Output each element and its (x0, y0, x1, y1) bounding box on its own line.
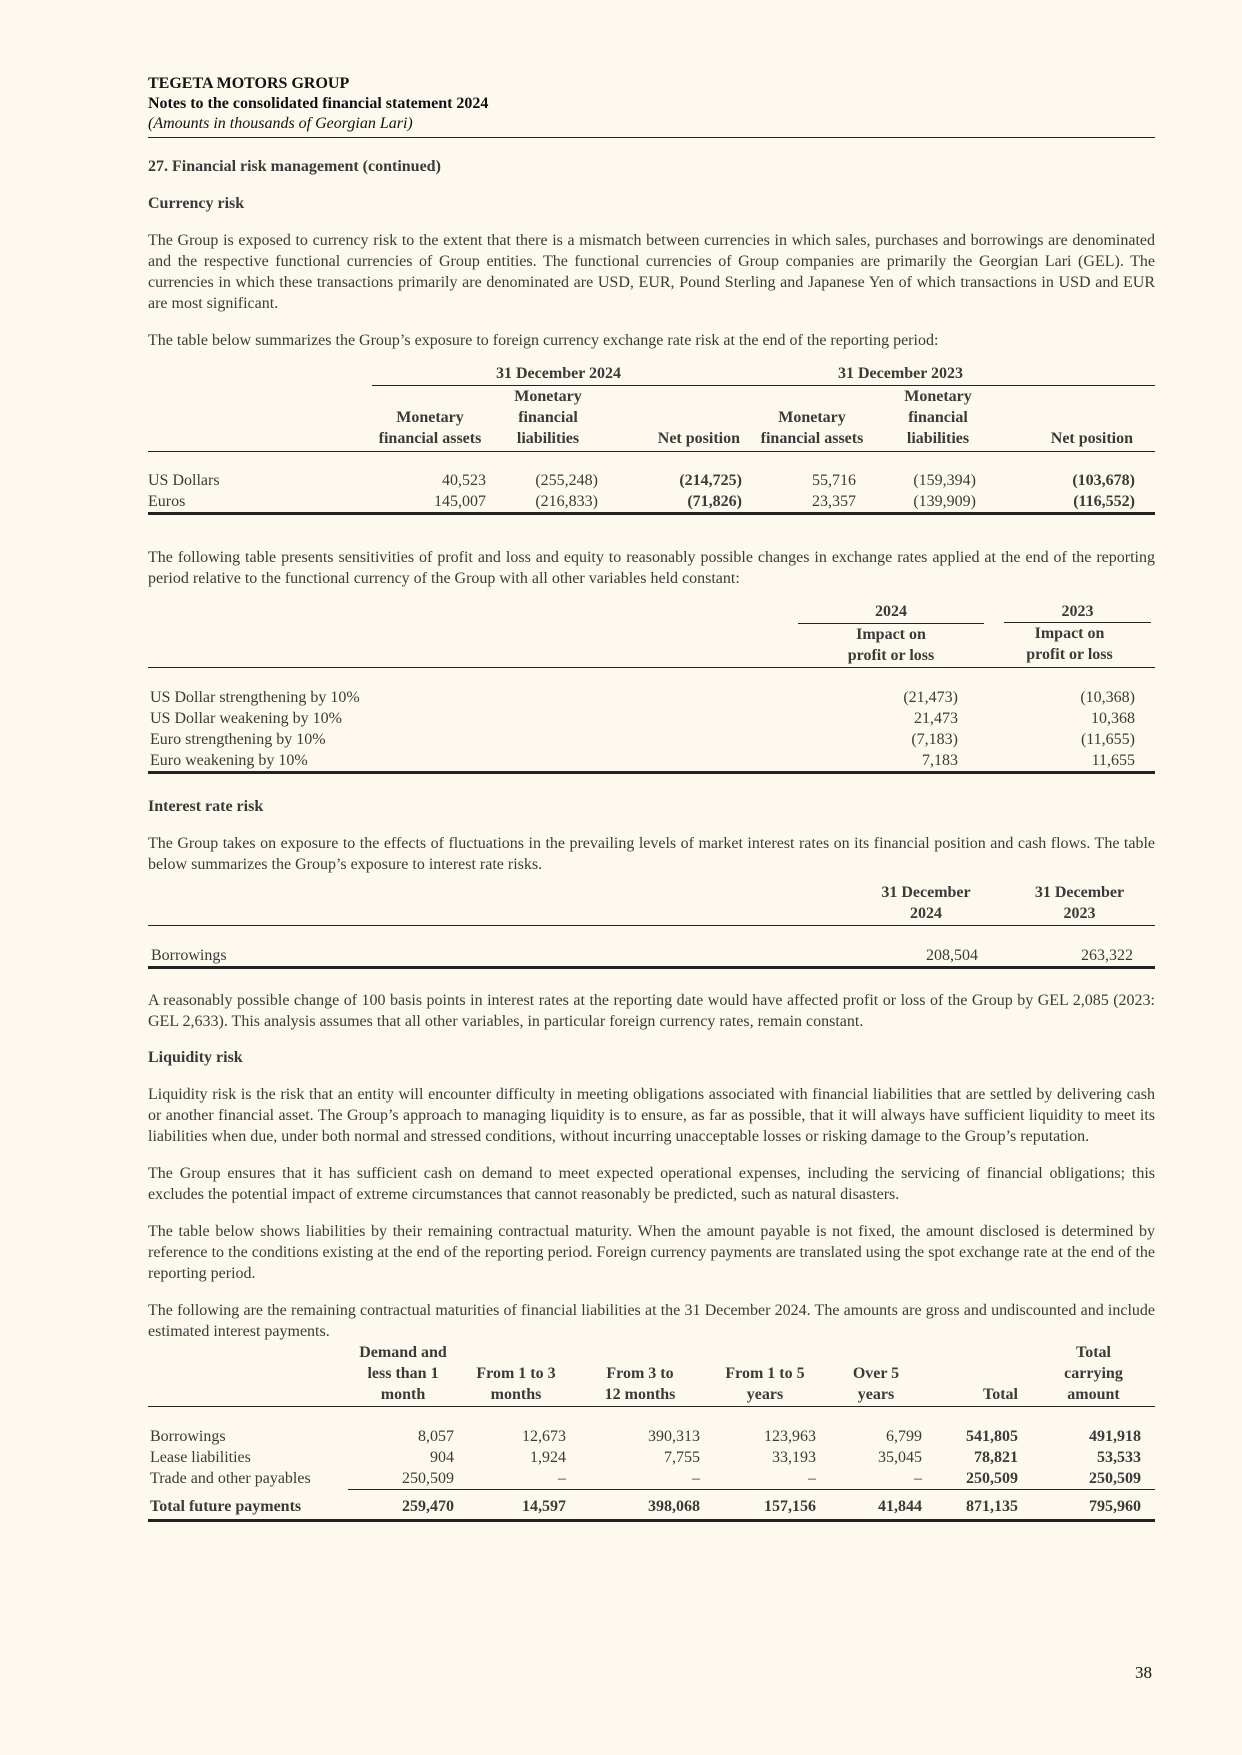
col-demand: Demand and less than 1 month (348, 1342, 458, 1407)
cell-value: 491,918 (1089, 1427, 1141, 1445)
cell-value: 145,007 (372, 491, 488, 514)
table-row (148, 491, 1155, 514)
currency-risk-para-1: The Group is exposed to currency risk to the extent that there is a mismatch between currencies in which sales, purchases and borrowings are denominated and the respective functional currencies of Group entities. The functional currencies of Group companies are primarily the Georgian Lari (GEL). The currencies in which these transactions primarily are denominated are USD, EUR, Pound Sterling and Japanese Yen of which transactions in USD and EUR are most significant. (148, 232, 1155, 312)
cell-value: 250,509 (1032, 1468, 1155, 1490)
liquidity-risk-heading: Liquidity risk (148, 1048, 243, 1066)
row-label: Euro weakening by 10% (148, 750, 798, 773)
header-divider (148, 137, 1155, 138)
units-note: (Amounts in thousands of Georgian Lari) (148, 115, 413, 132)
col-net-2024: Net position (608, 386, 748, 452)
cell-value: – (824, 1468, 928, 1490)
cell-value: 10,368 (1091, 709, 1135, 727)
table-row (148, 470, 1155, 491)
table-row (148, 750, 1155, 773)
table-row (148, 708, 1155, 729)
currency-risk-para-3: The following table presents sensitivities of profit and loss and equity to reasonably possible changes in exchange rates applied at the end of the reporting period relative to the functional currency of the Group with all other variables held constant: (148, 549, 1155, 587)
row-label: Total future payments (148, 1496, 348, 1521)
cell-value: 871,135 (928, 1496, 1032, 1521)
cell-value: 123,963 (764, 1427, 816, 1445)
cell-value: – (706, 1468, 824, 1490)
cell-value: 541,805 (966, 1427, 1018, 1445)
cell-value: 33,193 (772, 1448, 816, 1466)
cell-value: (10,368) (1080, 688, 1135, 706)
col-assets-2023: Monetary financial assets (748, 386, 876, 452)
table-row (148, 1447, 1155, 1468)
col-liabilities-2024: Monetary financial liabilities (488, 386, 608, 452)
col-1-3-months: From 1 to 3 months (458, 1342, 574, 1407)
report-subtitle: Notes to the consolidated financial statement 2024 (148, 95, 489, 112)
cell-value: (21,473) (903, 688, 958, 706)
impact-header-2024: Impact on profit or loss (798, 623, 984, 667)
table-row (148, 1426, 1155, 1447)
cell-value: 35,045 (878, 1448, 922, 1466)
period-2023-header: 31 December 2023 (748, 363, 1155, 386)
cell-value: 250,509 (928, 1468, 1032, 1490)
cell-value: 398,068 (574, 1496, 706, 1521)
col-31-dec-2024: 31 December 2024 (848, 882, 1004, 926)
col-3-12-months: From 3 to 12 months (574, 1342, 706, 1407)
cell-value: 208,504 (848, 945, 1004, 968)
col-over-5-years: Over 5 years (824, 1342, 928, 1407)
liquidity-risk-para-3: The table below shows liabilities by their remaining contractual maturity. When the amount payable is not fixed, the amount disclosed is determined by reference to the conditions existing at the end of the reporting period. Foreign currency payments are translated using the spot exchange rate at the end of the reporting period. (148, 1222, 1155, 1282)
cell-value: (139,909) (876, 491, 1000, 514)
maturity-table (148, 1342, 1155, 1522)
cell-value: 795,960 (1032, 1496, 1155, 1521)
cell-value: (255,248) (535, 472, 598, 489)
liquidity-risk-para-4: The following are the remaining contractual maturities of financial liabilities at the 31 December 2024. The amounts are gross and undiscounted and include estimated interest payments. (148, 1301, 1155, 1340)
currency-exposure-table (148, 363, 1155, 515)
impact-header-2023: Impact on profit or loss (984, 623, 1155, 667)
row-label: Borrowings (150, 1427, 226, 1445)
cell-value: 250,509 (348, 1468, 458, 1490)
liquidity-risk-para-1: Liquidity risk is the risk that an entity will encounter difficulty in meeting obligations associated with financial liabilities that are settled by delivering cash or another financial asset. The Group’s approach to managing liquidity is to ensure, as far as possible, that it will always have sufficient liquidity to meet its liabilities when due, under both normal and stressed conditions, without incurring unacceptable losses or risking damage to the Group’s reputation. (148, 1085, 1155, 1145)
cell-value: 21,473 (914, 709, 958, 727)
cell-value: (103,678) (1072, 472, 1135, 489)
cell-value: 41,844 (824, 1496, 928, 1521)
report-header (148, 74, 1155, 138)
company-name: TEGETA MOTORS GROUP (148, 75, 350, 92)
period-2024-header: 31 December 2024 (372, 363, 748, 386)
cell-value: 7,183 (798, 750, 984, 773)
sensitivity-table (148, 601, 1155, 774)
cell-value: 390,313 (648, 1427, 700, 1445)
interest-rate-table (148, 882, 1155, 969)
row-label: US Dollars (148, 472, 220, 489)
cell-value: 259,470 (348, 1496, 458, 1521)
interest-rate-risk-para-2: A reasonably possible change of 100 basis points in interest rates at the reporting date would have affected profit or loss of the Group by GEL 2,085 (2023: GEL 2,633). This analysis assumes that all other variables, in particular foreign currency rates, remain constant. (148, 991, 1155, 1030)
col-31-dec-2023: 31 December 2023 (1004, 882, 1155, 926)
page-number: 38 (1135, 1663, 1152, 1682)
cell-value: (116,552) (1000, 491, 1155, 514)
row-label: Euros (148, 491, 372, 514)
row-label: Borrowings (148, 945, 848, 968)
cell-value: 1,924 (530, 1448, 566, 1466)
section-title: 27. Financial risk management (continued) (148, 158, 441, 175)
col-total: Total (928, 1342, 1032, 1407)
col-liabilities-2023: Monetary financial liabilities (876, 386, 1000, 452)
cell-value: 263,322 (1004, 945, 1155, 968)
liquidity-risk-para-2: The Group ensures that it has sufficient cash on demand to meet expected operational expenses, including the servicing of financial obligations; this excludes the potential impact of extreme circumstances that cannot reasonably be predicted, such as natural disasters. (148, 1164, 1155, 1203)
cell-value: (216,833) (488, 491, 608, 514)
cell-value: (71,826) (608, 491, 748, 514)
cell-value: 157,156 (706, 1496, 824, 1521)
cell-value: 904 (430, 1448, 454, 1466)
year-2023-wrap (984, 601, 1155, 623)
table-row (148, 729, 1155, 750)
cell-value: 7,755 (664, 1448, 700, 1466)
row-label: Trade and other payables (150, 1469, 311, 1487)
interest-rate-risk-para-1: The Group takes on exposure to the effects of fluctuations in the prevailing levels of market interest rates on its financial position and cash flows. The table below summarizes the Group’s exposure to interest rate risks. (148, 834, 1155, 873)
cell-value: 78,821 (974, 1448, 1018, 1466)
col-1-5-years: From 1 to 5 years (706, 1342, 824, 1407)
table-row (148, 1468, 1155, 1490)
page-content (148, 74, 1155, 1522)
currency-risk-heading: Currency risk (148, 195, 245, 212)
row-label: Lease liabilities (150, 1448, 251, 1466)
cell-value: – (458, 1468, 574, 1490)
cell-value: 23,357 (748, 491, 876, 514)
currency-risk-para-2: The table below summarizes the Group’s exposure to foreign currency exchange rate risk at the end of the reporting period: (148, 332, 939, 349)
cell-value: (159,394) (913, 472, 976, 489)
col-net-2023: Net position (1000, 386, 1155, 452)
row-label: Euro strengthening by 10% (150, 730, 326, 748)
table-row (148, 945, 1155, 968)
col-assets-2024: Monetary financial assets (372, 386, 488, 452)
cell-value: 6,799 (886, 1427, 922, 1445)
col-carrying-amount: Total carrying amount (1032, 1342, 1155, 1407)
cell-value: (11,655) (1080, 730, 1135, 748)
row-label: US Dollar weakening by 10% (150, 709, 342, 727)
cell-value: 11,655 (984, 750, 1155, 773)
cell-value: 8,057 (418, 1427, 454, 1445)
cell-value: – (574, 1468, 706, 1490)
cell-value: 14,597 (458, 1496, 574, 1521)
cell-value: 12,673 (522, 1427, 566, 1445)
table-row (148, 687, 1155, 708)
cell-value: (7,183) (911, 730, 958, 748)
cell-value: 55,716 (812, 472, 856, 489)
interest-rate-risk-heading: Interest rate risk (148, 797, 264, 815)
cell-value: 53,533 (1097, 1448, 1141, 1466)
year-2024-header: 2024 (798, 601, 984, 623)
year-2023-header: 2023 (1004, 601, 1151, 623)
row-label: US Dollar strengthening by 10% (150, 688, 360, 706)
cell-value: 40,523 (442, 472, 486, 489)
cell-value: (214,725) (679, 472, 742, 489)
total-row (148, 1496, 1155, 1521)
